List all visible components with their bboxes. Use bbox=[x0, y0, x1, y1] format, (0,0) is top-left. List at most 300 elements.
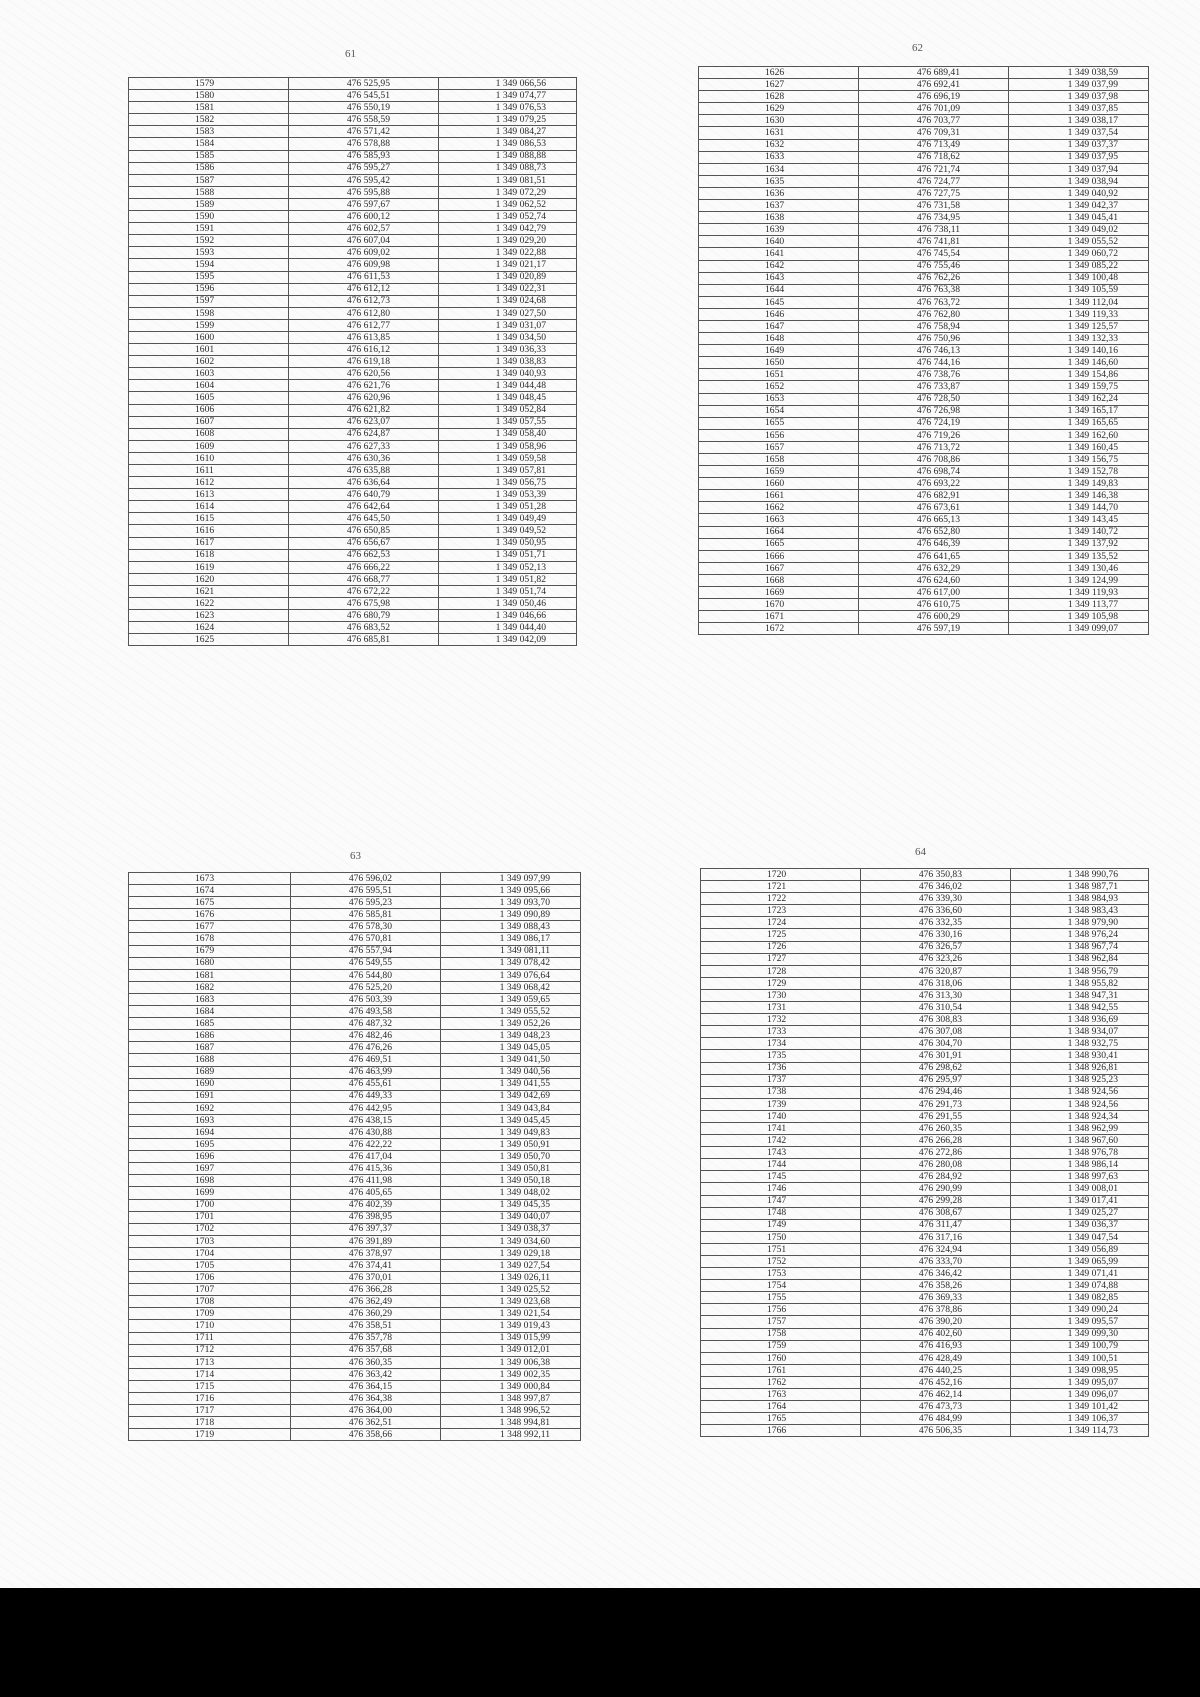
y-coordinate-cell: 1 349 031,07 bbox=[439, 319, 577, 331]
x-coordinate-cell: 476 462,14 bbox=[861, 1389, 1011, 1401]
x-coordinate-cell: 476 346,02 bbox=[861, 881, 1011, 893]
y-coordinate-cell: 1 349 038,37 bbox=[441, 1223, 581, 1235]
x-coordinate-cell: 476 595,23 bbox=[291, 897, 441, 909]
table-row bbox=[701, 1183, 1149, 1195]
point-number-cell: 1722 bbox=[701, 893, 861, 905]
point-number-cell: 1599 bbox=[129, 319, 289, 331]
table-row bbox=[129, 1066, 581, 1078]
y-coordinate-cell: 1 349 049,02 bbox=[1009, 224, 1149, 236]
x-coordinate-cell: 476 600,12 bbox=[289, 211, 439, 223]
x-coordinate-cell: 476 630,36 bbox=[289, 452, 439, 464]
table-row bbox=[129, 247, 577, 259]
point-number-cell: 1585 bbox=[129, 150, 289, 162]
y-coordinate-cell: 1 349 095,66 bbox=[441, 885, 581, 897]
x-coordinate-cell: 476 294,46 bbox=[861, 1086, 1011, 1098]
point-number-cell: 1607 bbox=[129, 416, 289, 428]
x-coordinate-cell: 476 391,89 bbox=[291, 1235, 441, 1247]
table-row bbox=[701, 1159, 1149, 1171]
point-number-cell: 1676 bbox=[129, 909, 291, 921]
y-coordinate-cell: 1 349 078,42 bbox=[441, 957, 581, 969]
point-number-cell: 1610 bbox=[129, 452, 289, 464]
point-number-cell: 1738 bbox=[701, 1086, 861, 1098]
table-row bbox=[129, 1139, 581, 1151]
x-coordinate-cell: 476 469,51 bbox=[291, 1054, 441, 1066]
y-coordinate-cell: 1 348 926,81 bbox=[1011, 1062, 1149, 1074]
x-coordinate-cell: 476 374,41 bbox=[291, 1260, 441, 1272]
table-row bbox=[129, 1102, 581, 1114]
table-row bbox=[129, 283, 577, 295]
y-coordinate-cell: 1 348 994,81 bbox=[441, 1417, 581, 1429]
table-row bbox=[699, 296, 1149, 308]
table-row bbox=[701, 1062, 1149, 1074]
y-coordinate-cell: 1 349 050,95 bbox=[439, 537, 577, 549]
x-coordinate-cell: 476 366,28 bbox=[291, 1284, 441, 1296]
x-coordinate-cell: 476 621,76 bbox=[289, 380, 439, 392]
table-row bbox=[701, 1231, 1149, 1243]
table-row bbox=[129, 1018, 581, 1030]
y-coordinate-cell: 1 349 002,35 bbox=[441, 1368, 581, 1380]
x-coordinate-cell: 476 290,99 bbox=[861, 1183, 1011, 1195]
x-coordinate-cell: 476 430,88 bbox=[291, 1126, 441, 1138]
y-coordinate-cell: 1 348 924,56 bbox=[1011, 1098, 1149, 1110]
table-row bbox=[699, 163, 1149, 175]
point-number-cell: 1763 bbox=[701, 1389, 861, 1401]
point-number-cell: 1615 bbox=[129, 513, 289, 525]
x-coordinate-cell: 476 612,12 bbox=[289, 283, 439, 295]
table-row bbox=[129, 198, 577, 210]
page-number: 64 bbox=[915, 846, 926, 858]
point-number-cell: 1626 bbox=[699, 67, 859, 79]
x-coordinate-cell: 476 713,49 bbox=[859, 139, 1009, 151]
point-number-cell: 1661 bbox=[699, 490, 859, 502]
point-number-cell: 1663 bbox=[699, 514, 859, 526]
page-number: 62 bbox=[912, 42, 923, 54]
table-row bbox=[129, 90, 577, 102]
point-number-cell: 1581 bbox=[129, 102, 289, 114]
y-coordinate-cell: 1 349 156,75 bbox=[1009, 454, 1149, 466]
y-coordinate-cell: 1 349 022,31 bbox=[439, 283, 577, 295]
table-row bbox=[129, 428, 577, 440]
x-coordinate-cell: 476 438,15 bbox=[291, 1114, 441, 1126]
point-number-cell: 1636 bbox=[699, 187, 859, 199]
table-row bbox=[701, 1243, 1149, 1255]
table-row bbox=[129, 933, 581, 945]
x-coordinate-cell: 476 620,96 bbox=[289, 392, 439, 404]
point-number-cell: 1621 bbox=[129, 585, 289, 597]
x-coordinate-cell: 476 585,81 bbox=[291, 909, 441, 921]
point-number-cell: 1582 bbox=[129, 114, 289, 126]
x-coordinate-cell: 476 665,13 bbox=[859, 514, 1009, 526]
point-number-cell: 1703 bbox=[129, 1235, 291, 1247]
point-number-cell: 1604 bbox=[129, 380, 289, 392]
point-number-cell: 1695 bbox=[129, 1139, 291, 1151]
point-number-cell: 1686 bbox=[129, 1030, 291, 1042]
y-coordinate-cell: 1 349 105,98 bbox=[1009, 611, 1149, 623]
y-coordinate-cell: 1 349 044,48 bbox=[439, 380, 577, 392]
point-number-cell: 1646 bbox=[699, 308, 859, 320]
y-coordinate-cell: 1 348 986,14 bbox=[1011, 1159, 1149, 1171]
table-row bbox=[129, 634, 577, 646]
y-coordinate-cell: 1 349 140,72 bbox=[1009, 526, 1149, 538]
point-number-cell: 1739 bbox=[701, 1098, 861, 1110]
point-number-cell: 1613 bbox=[129, 489, 289, 501]
point-number-cell: 1655 bbox=[699, 417, 859, 429]
table-row bbox=[129, 162, 577, 174]
y-coordinate-cell: 1 349 088,43 bbox=[441, 921, 581, 933]
x-coordinate-cell: 476 417,04 bbox=[291, 1151, 441, 1163]
point-number-cell: 1679 bbox=[129, 945, 291, 957]
y-coordinate-cell: 1 349 056,75 bbox=[439, 477, 577, 489]
y-coordinate-cell: 1 348 934,07 bbox=[1011, 1026, 1149, 1038]
point-number-cell: 1648 bbox=[699, 333, 859, 345]
table-row bbox=[129, 1163, 581, 1175]
point-number-cell: 1587 bbox=[129, 174, 289, 186]
point-number-cell: 1612 bbox=[129, 477, 289, 489]
point-number-cell: 1614 bbox=[129, 501, 289, 513]
x-coordinate-cell: 476 487,32 bbox=[291, 1018, 441, 1030]
point-number-cell: 1654 bbox=[699, 405, 859, 417]
table-row bbox=[129, 537, 577, 549]
point-number-cell: 1656 bbox=[699, 429, 859, 441]
point-number-cell: 1712 bbox=[129, 1344, 291, 1356]
x-coordinate-cell: 476 339,30 bbox=[861, 893, 1011, 905]
y-coordinate-cell: 1 349 029,20 bbox=[439, 235, 577, 247]
y-coordinate-cell: 1 349 021,17 bbox=[439, 259, 577, 271]
x-coordinate-cell: 476 397,37 bbox=[291, 1223, 441, 1235]
x-coordinate-cell: 476 718,62 bbox=[859, 151, 1009, 163]
table-row bbox=[701, 869, 1149, 881]
point-number-cell: 1760 bbox=[701, 1352, 861, 1364]
y-coordinate-cell: 1 349 050,70 bbox=[441, 1151, 581, 1163]
x-coordinate-cell: 476 578,30 bbox=[291, 921, 441, 933]
y-coordinate-cell: 1 349 021,54 bbox=[441, 1308, 581, 1320]
table-row bbox=[701, 1207, 1149, 1219]
point-number-cell: 1757 bbox=[701, 1316, 861, 1328]
y-coordinate-cell: 1 349 049,52 bbox=[439, 525, 577, 537]
y-coordinate-cell: 1 349 040,07 bbox=[441, 1211, 581, 1223]
y-coordinate-cell: 1 348 925,23 bbox=[1011, 1074, 1149, 1086]
x-coordinate-cell: 476 280,08 bbox=[861, 1159, 1011, 1171]
point-number-cell: 1670 bbox=[699, 599, 859, 611]
x-coordinate-cell: 476 733,87 bbox=[859, 381, 1009, 393]
x-coordinate-cell: 476 550,19 bbox=[289, 102, 439, 114]
y-coordinate-cell: 1 349 049,83 bbox=[441, 1126, 581, 1138]
table-row bbox=[129, 114, 577, 126]
table-row bbox=[699, 260, 1149, 272]
y-coordinate-cell: 1 349 037,99 bbox=[1009, 79, 1149, 91]
x-coordinate-cell: 476 358,26 bbox=[861, 1280, 1011, 1292]
y-coordinate-cell: 1 349 082,85 bbox=[1011, 1292, 1149, 1304]
table-row bbox=[129, 1272, 581, 1284]
table-row bbox=[129, 525, 577, 537]
point-number-cell: 1634 bbox=[699, 163, 859, 175]
point-number-cell: 1625 bbox=[129, 634, 289, 646]
y-coordinate-cell: 1 349 086,53 bbox=[439, 138, 577, 150]
x-coordinate-cell: 476 402,39 bbox=[291, 1199, 441, 1211]
point-number-cell: 1595 bbox=[129, 271, 289, 283]
x-coordinate-cell: 476 762,80 bbox=[859, 308, 1009, 320]
y-coordinate-cell: 1 349 159,75 bbox=[1009, 381, 1149, 393]
point-number-cell: 1724 bbox=[701, 917, 861, 929]
table-row bbox=[699, 127, 1149, 139]
y-coordinate-cell: 1 348 956,79 bbox=[1011, 965, 1149, 977]
table-row bbox=[129, 356, 577, 368]
y-coordinate-cell: 1 348 962,84 bbox=[1011, 953, 1149, 965]
y-coordinate-cell: 1 349 085,22 bbox=[1009, 260, 1149, 272]
table-row bbox=[701, 1413, 1149, 1425]
x-coordinate-cell: 476 612,80 bbox=[289, 307, 439, 319]
table-row bbox=[701, 1171, 1149, 1183]
x-coordinate-cell: 476 646,39 bbox=[859, 538, 1009, 550]
x-coordinate-cell: 476 755,46 bbox=[859, 260, 1009, 272]
table-row bbox=[701, 977, 1149, 989]
point-number-cell: 1632 bbox=[699, 139, 859, 151]
point-number-cell: 1691 bbox=[129, 1090, 291, 1102]
x-coordinate-cell: 476 311,47 bbox=[861, 1219, 1011, 1231]
table-row bbox=[129, 969, 581, 981]
y-coordinate-cell: 1 349 097,99 bbox=[441, 873, 581, 885]
x-coordinate-cell: 476 650,85 bbox=[289, 525, 439, 537]
point-number-cell: 1665 bbox=[699, 538, 859, 550]
x-coordinate-cell: 476 308,83 bbox=[861, 1014, 1011, 1026]
y-coordinate-cell: 1 349 020,89 bbox=[439, 271, 577, 283]
x-coordinate-cell: 476 298,62 bbox=[861, 1062, 1011, 1074]
x-coordinate-cell: 476 350,83 bbox=[861, 869, 1011, 881]
x-coordinate-cell: 476 746,13 bbox=[859, 345, 1009, 357]
table-row bbox=[129, 945, 581, 957]
point-number-cell: 1657 bbox=[699, 441, 859, 453]
point-number-cell: 1596 bbox=[129, 283, 289, 295]
x-coordinate-cell: 476 609,02 bbox=[289, 247, 439, 259]
y-coordinate-cell: 1 349 012,01 bbox=[441, 1344, 581, 1356]
table-row bbox=[129, 380, 577, 392]
table-row bbox=[701, 1316, 1149, 1328]
x-coordinate-cell: 476 672,22 bbox=[289, 585, 439, 597]
table-row bbox=[129, 981, 581, 993]
y-coordinate-cell: 1 349 057,55 bbox=[439, 416, 577, 428]
x-coordinate-cell: 476 304,70 bbox=[861, 1038, 1011, 1050]
x-coordinate-cell: 476 585,93 bbox=[289, 150, 439, 162]
y-coordinate-cell: 1 349 093,70 bbox=[441, 897, 581, 909]
y-coordinate-cell: 1 349 038,83 bbox=[439, 356, 577, 368]
table-row bbox=[701, 1098, 1149, 1110]
table-row bbox=[129, 549, 577, 561]
point-number-cell: 1714 bbox=[129, 1368, 291, 1380]
page-number: 61 bbox=[345, 48, 356, 60]
point-number-cell: 1720 bbox=[701, 869, 861, 881]
table-row bbox=[129, 1393, 581, 1405]
y-coordinate-cell: 1 349 096,07 bbox=[1011, 1389, 1149, 1401]
x-coordinate-cell: 476 701,09 bbox=[859, 103, 1009, 115]
table-row bbox=[699, 320, 1149, 332]
x-coordinate-cell: 476 557,94 bbox=[291, 945, 441, 957]
x-coordinate-cell: 476 734,95 bbox=[859, 212, 1009, 224]
table-row bbox=[129, 909, 581, 921]
point-number-cell: 1637 bbox=[699, 200, 859, 212]
y-coordinate-cell: 1 349 160,45 bbox=[1009, 441, 1149, 453]
point-number-cell: 1618 bbox=[129, 549, 289, 561]
y-coordinate-cell: 1 349 025,27 bbox=[1011, 1207, 1149, 1219]
y-coordinate-cell: 1 349 051,74 bbox=[439, 585, 577, 597]
y-coordinate-cell: 1 349 144,70 bbox=[1009, 502, 1149, 514]
y-coordinate-cell: 1 349 132,33 bbox=[1009, 333, 1149, 345]
x-coordinate-cell: 476 369,33 bbox=[861, 1292, 1011, 1304]
point-number-cell: 1586 bbox=[129, 162, 289, 174]
table-row bbox=[129, 1296, 581, 1308]
point-number-cell: 1723 bbox=[701, 905, 861, 917]
x-coordinate-cell: 476 364,15 bbox=[291, 1380, 441, 1392]
table-row bbox=[129, 1114, 581, 1126]
y-coordinate-cell: 1 349 059,58 bbox=[439, 452, 577, 464]
x-coordinate-cell: 476 624,60 bbox=[859, 574, 1009, 586]
y-coordinate-cell: 1 349 042,37 bbox=[1009, 200, 1149, 212]
table-row bbox=[129, 1042, 581, 1054]
point-number-cell: 1590 bbox=[129, 211, 289, 223]
x-coordinate-cell: 476 545,51 bbox=[289, 90, 439, 102]
y-coordinate-cell: 1 349 119,93 bbox=[1009, 587, 1149, 599]
x-coordinate-cell: 476 493,58 bbox=[291, 1006, 441, 1018]
point-number-cell: 1617 bbox=[129, 537, 289, 549]
point-number-cell: 1697 bbox=[129, 1163, 291, 1175]
table-row bbox=[699, 308, 1149, 320]
point-number-cell: 1603 bbox=[129, 368, 289, 380]
y-coordinate-cell: 1 349 137,92 bbox=[1009, 538, 1149, 550]
table-row bbox=[129, 186, 577, 198]
y-coordinate-cell: 1 349 045,05 bbox=[441, 1042, 581, 1054]
point-number-cell: 1721 bbox=[701, 881, 861, 893]
y-coordinate-cell: 1 349 038,94 bbox=[1009, 175, 1149, 187]
point-number-cell: 1752 bbox=[701, 1256, 861, 1268]
y-coordinate-cell: 1 349 042,09 bbox=[439, 634, 577, 646]
point-number-cell: 1589 bbox=[129, 198, 289, 210]
table-row bbox=[699, 187, 1149, 199]
table-row bbox=[129, 307, 577, 319]
table-row bbox=[699, 369, 1149, 381]
point-number-cell: 1627 bbox=[699, 79, 859, 91]
y-coordinate-cell: 1 349 152,78 bbox=[1009, 466, 1149, 478]
x-coordinate-cell: 476 295,97 bbox=[861, 1074, 1011, 1086]
table-row bbox=[129, 404, 577, 416]
x-coordinate-cell: 476 623,07 bbox=[289, 416, 439, 428]
x-coordinate-cell: 476 728,50 bbox=[859, 393, 1009, 405]
point-number-cell: 1736 bbox=[701, 1062, 861, 1074]
x-coordinate-cell: 476 617,00 bbox=[859, 587, 1009, 599]
x-coordinate-cell: 476 482,46 bbox=[291, 1030, 441, 1042]
y-coordinate-cell: 1 348 924,56 bbox=[1011, 1086, 1149, 1098]
x-coordinate-cell: 476 602,57 bbox=[289, 223, 439, 235]
table-row bbox=[699, 490, 1149, 502]
point-number-cell: 1684 bbox=[129, 1006, 291, 1018]
x-coordinate-cell: 476 612,73 bbox=[289, 295, 439, 307]
table-row bbox=[129, 1235, 581, 1247]
point-number-cell: 1704 bbox=[129, 1247, 291, 1259]
table-row bbox=[129, 885, 581, 897]
point-number-cell: 1647 bbox=[699, 320, 859, 332]
y-coordinate-cell: 1 348 962,99 bbox=[1011, 1122, 1149, 1134]
y-coordinate-cell: 1 349 056,89 bbox=[1011, 1243, 1149, 1255]
table-row bbox=[701, 989, 1149, 1001]
x-coordinate-cell: 476 442,95 bbox=[291, 1102, 441, 1114]
point-number-cell: 1640 bbox=[699, 236, 859, 248]
x-coordinate-cell: 476 358,51 bbox=[291, 1320, 441, 1332]
table-row bbox=[699, 272, 1149, 284]
x-coordinate-cell: 476 595,42 bbox=[289, 174, 439, 186]
table-row bbox=[129, 102, 577, 114]
y-coordinate-cell: 1 349 019,43 bbox=[441, 1320, 581, 1332]
table-row bbox=[129, 1054, 581, 1066]
table-row bbox=[701, 1292, 1149, 1304]
y-coordinate-cell: 1 349 027,50 bbox=[439, 307, 577, 319]
table-row bbox=[129, 138, 577, 150]
table-row bbox=[129, 585, 577, 597]
x-coordinate-cell: 476 360,29 bbox=[291, 1308, 441, 1320]
point-number-cell: 1641 bbox=[699, 248, 859, 260]
x-coordinate-cell: 476 313,30 bbox=[861, 989, 1011, 1001]
point-number-cell: 1707 bbox=[129, 1284, 291, 1296]
table-row bbox=[129, 921, 581, 933]
x-coordinate-cell: 476 726,98 bbox=[859, 405, 1009, 417]
x-coordinate-cell: 476 645,50 bbox=[289, 513, 439, 525]
y-coordinate-cell: 1 349 112,04 bbox=[1009, 296, 1149, 308]
table-row bbox=[129, 440, 577, 452]
y-coordinate-cell: 1 349 081,11 bbox=[441, 945, 581, 957]
point-number-cell: 1624 bbox=[129, 622, 289, 634]
x-coordinate-cell: 476 616,12 bbox=[289, 344, 439, 356]
y-coordinate-cell: 1 349 079,25 bbox=[439, 114, 577, 126]
point-number-cell: 1628 bbox=[699, 91, 859, 103]
table-row bbox=[699, 345, 1149, 357]
table-row bbox=[701, 1401, 1149, 1413]
y-coordinate-cell: 1 349 036,33 bbox=[439, 344, 577, 356]
x-coordinate-cell: 476 558,59 bbox=[289, 114, 439, 126]
x-coordinate-cell: 476 595,51 bbox=[291, 885, 441, 897]
point-number-cell: 1759 bbox=[701, 1340, 861, 1352]
y-coordinate-cell: 1 348 967,74 bbox=[1011, 941, 1149, 953]
x-coordinate-cell: 476 364,38 bbox=[291, 1393, 441, 1405]
y-coordinate-cell: 1 349 051,82 bbox=[439, 573, 577, 585]
y-coordinate-cell: 1 349 062,52 bbox=[439, 198, 577, 210]
point-number-cell: 1664 bbox=[699, 526, 859, 538]
y-coordinate-cell: 1 349 045,45 bbox=[441, 1114, 581, 1126]
y-coordinate-cell: 1 349 042,79 bbox=[439, 223, 577, 235]
point-number-cell: 1732 bbox=[701, 1014, 861, 1026]
table-row bbox=[701, 1280, 1149, 1292]
x-coordinate-cell: 476 719,26 bbox=[859, 429, 1009, 441]
x-coordinate-cell: 476 738,11 bbox=[859, 224, 1009, 236]
y-coordinate-cell: 1 349 044,40 bbox=[439, 622, 577, 634]
table-row bbox=[129, 78, 577, 90]
point-number-cell: 1683 bbox=[129, 993, 291, 1005]
point-number-cell: 1764 bbox=[701, 1401, 861, 1413]
table-row bbox=[129, 1247, 581, 1259]
coordinate-table bbox=[698, 66, 1149, 635]
y-coordinate-cell: 1 348 992,11 bbox=[441, 1429, 581, 1441]
y-coordinate-cell: 1 349 008,01 bbox=[1011, 1183, 1149, 1195]
point-number-cell: 1649 bbox=[699, 345, 859, 357]
point-number-cell: 1605 bbox=[129, 392, 289, 404]
point-number-cell: 1745 bbox=[701, 1171, 861, 1183]
x-coordinate-cell: 476 525,20 bbox=[291, 981, 441, 993]
y-coordinate-cell: 1 349 114,73 bbox=[1011, 1425, 1149, 1437]
point-number-cell: 1594 bbox=[129, 259, 289, 271]
x-coordinate-cell: 476 544,80 bbox=[291, 969, 441, 981]
y-coordinate-cell: 1 349 105,59 bbox=[1009, 284, 1149, 296]
x-coordinate-cell: 476 689,41 bbox=[859, 67, 1009, 79]
point-number-cell: 1742 bbox=[701, 1135, 861, 1147]
table-row bbox=[699, 417, 1149, 429]
y-coordinate-cell: 1 349 088,73 bbox=[439, 162, 577, 174]
point-number-cell: 1702 bbox=[129, 1223, 291, 1235]
